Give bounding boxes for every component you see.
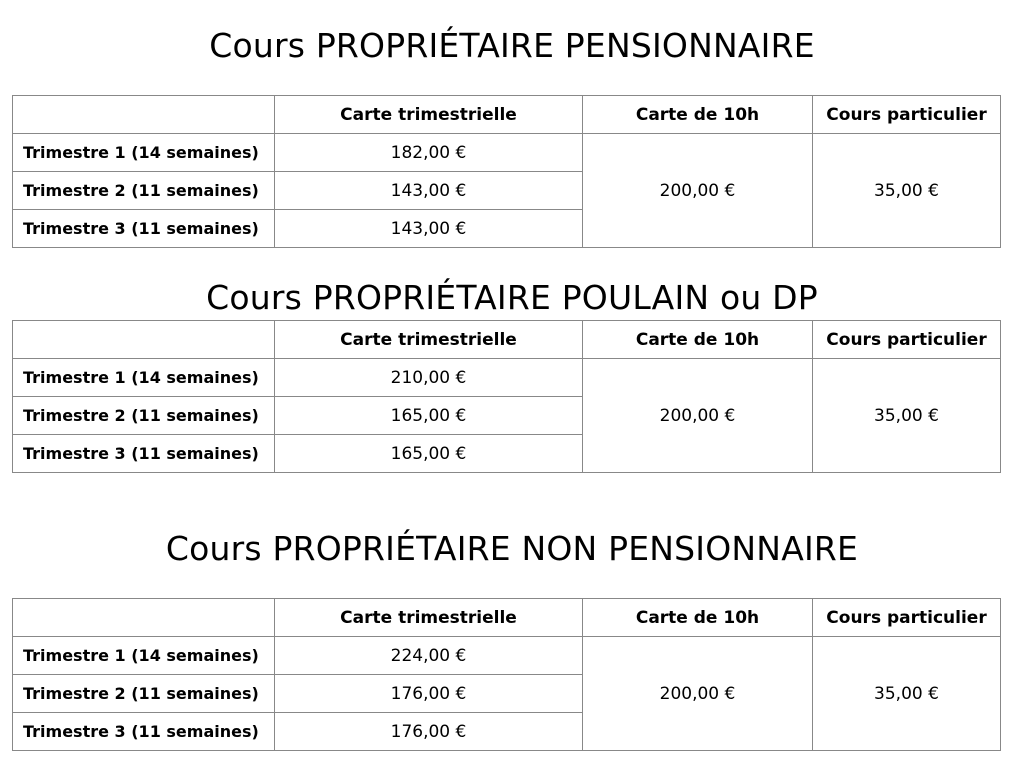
header-carte-trimestrielle: Carte trimestrielle [275,321,583,359]
table-header-row [13,321,1001,359]
row-label: Trimestre 3 (11 semaines) [13,713,275,751]
header-carte-trimestrielle: Carte trimestrielle [275,96,583,134]
carte-10h-price: 200,00 € [583,134,813,248]
row-label: Trimestre 3 (11 semaines) [13,435,275,473]
section-title-non-pensionnaire: Cours PROPRIÉTAIRE NON PENSIONNAIRE [165,529,859,568]
trimestrielle-price: 176,00 € [275,675,583,713]
price-table-poulain-dp [12,320,1001,473]
header-empty [13,96,275,134]
row-label: Trimestre 1 (14 semaines) [13,359,275,397]
header-carte-10h: Carte de 10h [583,599,813,637]
row-label: Trimestre 2 (11 semaines) [13,172,275,210]
row-label: Trimestre 3 (11 semaines) [13,210,275,248]
header-cours-particulier: Cours particulier [813,96,1001,134]
header-empty [13,599,275,637]
trimestrielle-price: 143,00 € [275,210,583,248]
row-label: Trimestre 2 (11 semaines) [13,397,275,435]
trimestrielle-price: 182,00 € [275,134,583,172]
trimestrielle-price: 143,00 € [275,172,583,210]
price-table-pensionnaire [12,95,1001,248]
trimestrielle-price: 165,00 € [275,435,583,473]
table-row [13,134,1001,172]
header-carte-trimestrielle: Carte trimestrielle [275,599,583,637]
table-header-row [13,96,1001,134]
trimestrielle-price: 165,00 € [275,397,583,435]
header-cours-particulier: Cours particulier [813,599,1001,637]
carte-10h-price: 200,00 € [583,637,813,751]
trimestrielle-price: 210,00 € [275,359,583,397]
table-row [13,359,1001,397]
table-header-row [13,599,1001,637]
cours-particulier-price: 35,00 € [813,637,1001,751]
header-carte-10h: Carte de 10h [583,96,813,134]
table-row [13,637,1001,675]
cours-particulier-price: 35,00 € [813,359,1001,473]
header-carte-10h: Carte de 10h [583,321,813,359]
header-cours-particulier: Cours particulier [813,321,1001,359]
trimestrielle-price: 176,00 € [275,713,583,751]
row-label: Trimestre 1 (14 semaines) [13,637,275,675]
section-title-pensionnaire: Cours PROPRIÉTAIRE PENSIONNAIRE [209,26,815,65]
trimestrielle-price: 224,00 € [275,637,583,675]
header-empty [13,321,275,359]
price-table-non-pensionnaire [12,598,1001,751]
row-label: Trimestre 1 (14 semaines) [13,134,275,172]
row-label: Trimestre 2 (11 semaines) [13,675,275,713]
cours-particulier-price: 35,00 € [813,134,1001,248]
section-title-poulain-dp: Cours PROPRIÉTAIRE POULAIN ou DP [206,278,818,317]
carte-10h-price: 200,00 € [583,359,813,473]
